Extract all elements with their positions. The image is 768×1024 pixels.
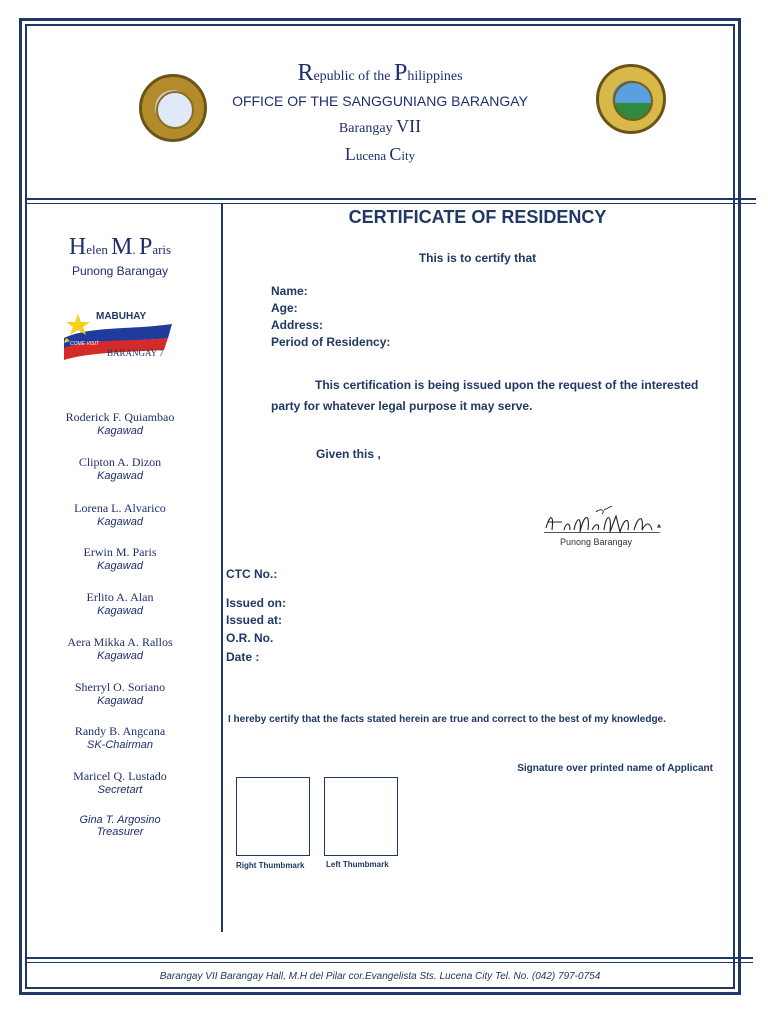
captain-name: Helen M. Paris [68,234,172,260]
address-label: Address: [271,318,324,332]
council-title: Kagawad [97,650,143,662]
council-title: Kagawad [97,470,143,482]
sidebar-divider [221,204,223,932]
council-member [30,814,210,838]
logo-come-visit: COME VISIT [70,341,99,347]
header-office: OFFICE OF THE SANGGUNIANG BARANGAY [232,93,528,109]
footer-divider [27,957,753,959]
header-republic: Republic of the Philippines [297,60,463,86]
council-title: Treasurer [96,826,144,838]
applicant-declaration: I hereby certify that the facts stated herein are true and correct to the best of my knowledge. [228,714,666,725]
council-title: SK-Chairman [86,739,154,751]
council-name: Randy B. Angcana [74,724,166,738]
header-divider-shadow [27,203,756,204]
council-name: Clipton A. Dizon [78,455,162,469]
right-thumbmark-box [236,777,310,856]
council-title: Kagawad [97,560,143,572]
signature-icon [540,504,664,540]
issued-on-label: Issued on: [226,596,287,610]
ctc-label: CTC No.: [226,567,278,581]
council-member [30,455,210,482]
barangay-seal-icon [139,74,207,142]
council-name: Roderick F. Quiambao [65,410,175,424]
name-label: Name: [271,284,308,298]
council-title: Kagawad [97,605,143,617]
captain-role: Punong Barangay [71,264,169,278]
council-title: Kagawad [97,516,143,528]
header-divider [27,198,756,200]
city-of-lucena-seal-icon [596,64,666,134]
or-no-label: O.R. No. [226,631,274,645]
council-member [30,635,210,662]
period-label: Period of Residency: [271,335,391,349]
council-name: Sherryl O. Soriano [74,680,166,694]
council-name: Maricel Q. Lustado [73,769,167,783]
council-member [30,769,210,796]
date-label: Date : [226,650,260,664]
age-label: Age: [271,301,298,315]
footer-address: Barangay VII Barangay Hall, M.H del Pilar cor.Evangelista Sts. Lucena City Tel. No. (042) 797-0754 [159,971,601,982]
council-name: Erlito A. Alan [86,590,154,604]
left-thumbmark-box [324,777,398,856]
logo-barangay-7: BARANGAY 7 [107,348,164,358]
council-member [30,501,210,528]
council-name: Gina T. Argosino [79,814,161,826]
council-member [30,590,210,617]
council-name: Aera Mikka A. Rallos [67,635,173,649]
council-title: Kagawad [97,695,143,707]
left-thumbmark-label: Left Thumbmark [326,860,389,869]
applicant-signature-label: Signature over printed name of Applicant [517,763,713,774]
council-member [30,680,210,707]
council-name: Erwin M. Paris [83,545,157,559]
footer-divider-shadow [27,962,753,963]
issued-at-label: Issued at: [226,613,283,627]
council-name: Lorena L. Alvarico [74,501,166,515]
header-barangay: Barangay VII [338,116,422,136]
council-title: Secretart [97,784,143,796]
purpose-paragraph: This certification is being issued upon the request of the interested party for whatever legal purpose it may serve. [271,378,699,413]
right-thumbmark-label: Right Thumbmark [236,861,305,870]
council-member [30,545,210,572]
council-member [30,724,210,751]
council-title: Kagawad [97,425,143,437]
given-this: Given this , [316,447,381,461]
signature-role: Punong Barangay [559,537,633,547]
certificate-title: CERTIFICATE OF RESIDENCY [348,207,607,227]
header-city: Lucena City [344,144,416,164]
logo-mabuhay-text: MABUHAY [96,311,147,322]
signature-line [544,532,660,533]
council-member [30,410,210,437]
certify-line: This is to certify that [418,251,537,265]
